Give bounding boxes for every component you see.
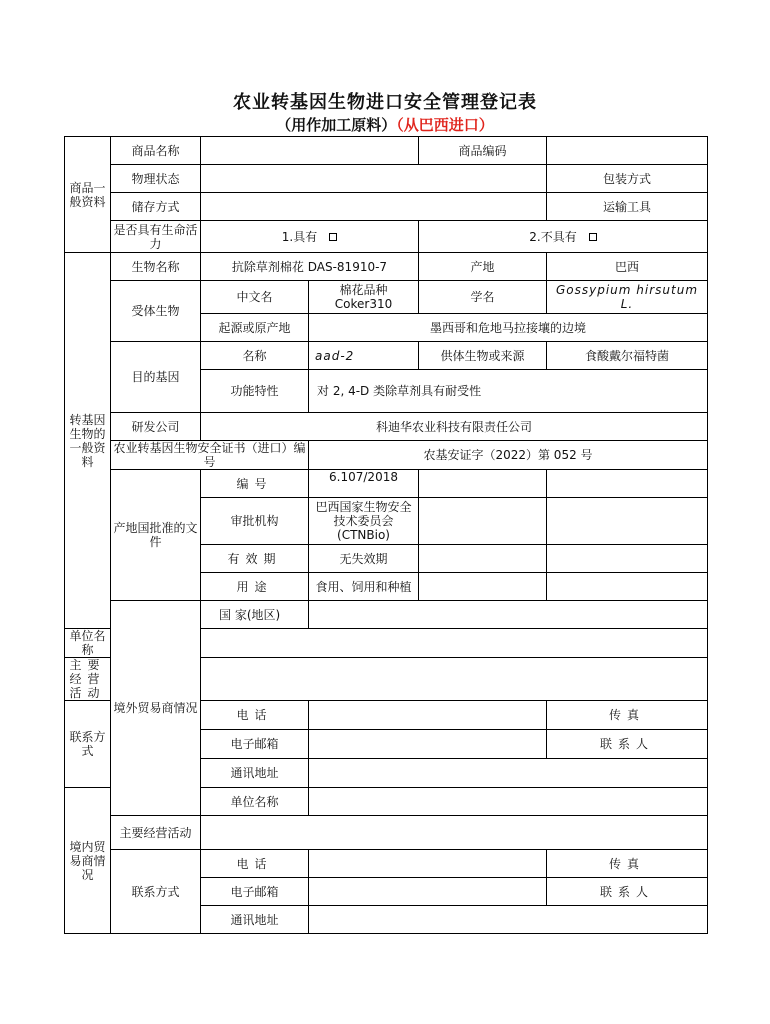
validity-empty-1[interactable] xyxy=(419,545,547,573)
product-code-field[interactable] xyxy=(547,137,708,165)
foreign-country-label: 国 家(地区) xyxy=(201,601,309,629)
company-label: 研发公司 xyxy=(111,413,201,441)
usage-empty-2[interactable] xyxy=(547,573,708,601)
foreign-person-label: 联系人 xyxy=(547,730,708,759)
cert-label: 农业转基因生物安全证书（进口）编号 xyxy=(111,441,309,470)
origin-value: 巴西 xyxy=(547,253,708,281)
validity-empty-2[interactable] xyxy=(547,545,708,573)
sci-name-label: 学名 xyxy=(419,281,547,314)
function-value: 对 2, 4-D 类除草剂具有耐受性 xyxy=(309,370,708,413)
subtitle-origin: （从巴西进口） xyxy=(396,116,494,134)
physical-state-label: 物理状态 xyxy=(111,165,201,193)
viability-yes[interactable] xyxy=(201,221,419,253)
donor-value: 食酸戴尔福特菌 xyxy=(547,342,708,370)
usage-label: 用途 xyxy=(201,573,309,601)
number-value: 6.107/2018 xyxy=(309,470,419,498)
domestic-unit-field[interactable] xyxy=(309,788,708,816)
domestic-fax-label: 传真 xyxy=(547,850,708,878)
foreign-email-label: 电子邮箱 xyxy=(201,730,309,759)
approval-label: 产地国批准的文件 xyxy=(111,470,201,601)
chinese-name-label: 中文名 xyxy=(201,281,309,314)
function-label: 功能特性 xyxy=(201,370,309,413)
viability-yes-label: 1.具有 xyxy=(281,229,318,244)
foreign-unit-field[interactable] xyxy=(201,629,708,658)
sci-name-value: Gossypium hirsutum L. xyxy=(547,281,708,314)
gene-name-label: 名称 xyxy=(201,342,309,370)
product-code-label: 商品编码 xyxy=(419,137,547,165)
storage-field[interactable] xyxy=(201,193,547,221)
validity-label: 有效期 xyxy=(201,545,309,573)
domestic-business-field[interactable] xyxy=(201,816,708,850)
origin-label: 产地 xyxy=(419,253,547,281)
foreign-address-label: 通讯地址 xyxy=(201,759,309,788)
physical-state-field[interactable] xyxy=(201,165,547,193)
checkbox-icon[interactable] xyxy=(589,233,597,241)
transport-label: 运输工具 xyxy=(547,193,708,221)
section-domestic: 境内贸易商情况 xyxy=(65,788,111,934)
approval-empty-2[interactable] xyxy=(547,470,708,498)
donor-label: 供体生物或来源 xyxy=(419,342,547,370)
checkbox-icon[interactable] xyxy=(329,233,337,241)
foreign-email-field[interactable] xyxy=(309,730,547,759)
form-subtitle xyxy=(0,114,770,135)
domestic-unit-label: 单位名称 xyxy=(201,788,309,816)
section-general: 商品一般资料 xyxy=(65,137,111,253)
foreign-fax-label: 传真 xyxy=(547,701,708,730)
foreign-business-label: 主要经营活动 xyxy=(65,658,111,701)
number-label: 编号 xyxy=(201,470,309,498)
chinese-name-value: 棉花品种 Coker310 xyxy=(309,281,419,314)
gene-name-value: aad-2 xyxy=(309,342,419,370)
usage-value: 食用、饲用和种植 xyxy=(309,573,419,601)
foreign-phone-label: 电话 xyxy=(201,701,309,730)
section-gmo: 转基因生物的一般资料 xyxy=(65,253,111,629)
viability-no-label: 2.不具有 xyxy=(529,229,577,244)
approval-empty-1[interactable] xyxy=(419,470,547,498)
domestic-person-label: 联系人 xyxy=(547,878,708,906)
domestic-phone-field[interactable] xyxy=(309,850,547,878)
section-foreign: 境外贸易商情况 xyxy=(111,601,201,816)
product-name-label: 商品名称 xyxy=(111,137,201,165)
cert-value: 农基安证字（2022）第 052 号 xyxy=(309,441,708,470)
domestic-address-field[interactable] xyxy=(309,906,708,934)
target-gene-label: 目的基因 xyxy=(111,342,201,413)
subtitle-purpose: （用作加工原料） xyxy=(276,116,397,134)
domestic-phone-label: 电话 xyxy=(201,850,309,878)
storage-label: 储存方式 xyxy=(111,193,201,221)
packaging-label: 包装方式 xyxy=(547,165,708,193)
foreign-country-field[interactable] xyxy=(309,601,708,629)
domestic-contact-label: 联系方式 xyxy=(111,850,201,934)
authority-label: 审批机构 xyxy=(201,498,309,545)
organism-label: 生物名称 xyxy=(111,253,201,281)
authority-value: 巴西国家生物安全技术委员会 (CTNBio) xyxy=(309,498,419,545)
viability-label: 是否具有生命活力 xyxy=(111,221,201,253)
foreign-phone-field[interactable] xyxy=(309,701,547,730)
source-origin-label: 起源或原产地 xyxy=(201,314,309,342)
product-name-field[interactable] xyxy=(201,137,419,165)
viability-no[interactable] xyxy=(419,221,708,253)
foreign-address-field[interactable] xyxy=(309,759,708,788)
foreign-contact-label: 联系方式 xyxy=(65,701,111,788)
usage-empty-1[interactable] xyxy=(419,573,547,601)
domestic-email-label: 电子邮箱 xyxy=(201,878,309,906)
recipient-label: 受体生物 xyxy=(111,281,201,342)
organism-value: 抗除草剂棉花 DAS-81910-7 xyxy=(201,253,419,281)
authority-empty-2[interactable] xyxy=(547,498,708,545)
company-value: 科迪华农业科技有限责任公司 xyxy=(201,413,708,441)
foreign-business-field[interactable] xyxy=(201,658,708,701)
domestic-address-label: 通讯地址 xyxy=(201,906,309,934)
registration-table xyxy=(64,136,708,934)
domestic-email-field[interactable] xyxy=(309,878,547,906)
validity-value: 无失效期 xyxy=(309,545,419,573)
domestic-business-label: 主要经营活动 xyxy=(111,816,201,850)
authority-empty-1[interactable] xyxy=(419,498,547,545)
foreign-unit-label: 单位名称 xyxy=(65,629,111,658)
form-title: 农业转基因生物进口安全管理登记表 xyxy=(233,92,537,113)
source-origin-value: 墨西哥和危地马拉接壤的边境 xyxy=(309,314,708,342)
